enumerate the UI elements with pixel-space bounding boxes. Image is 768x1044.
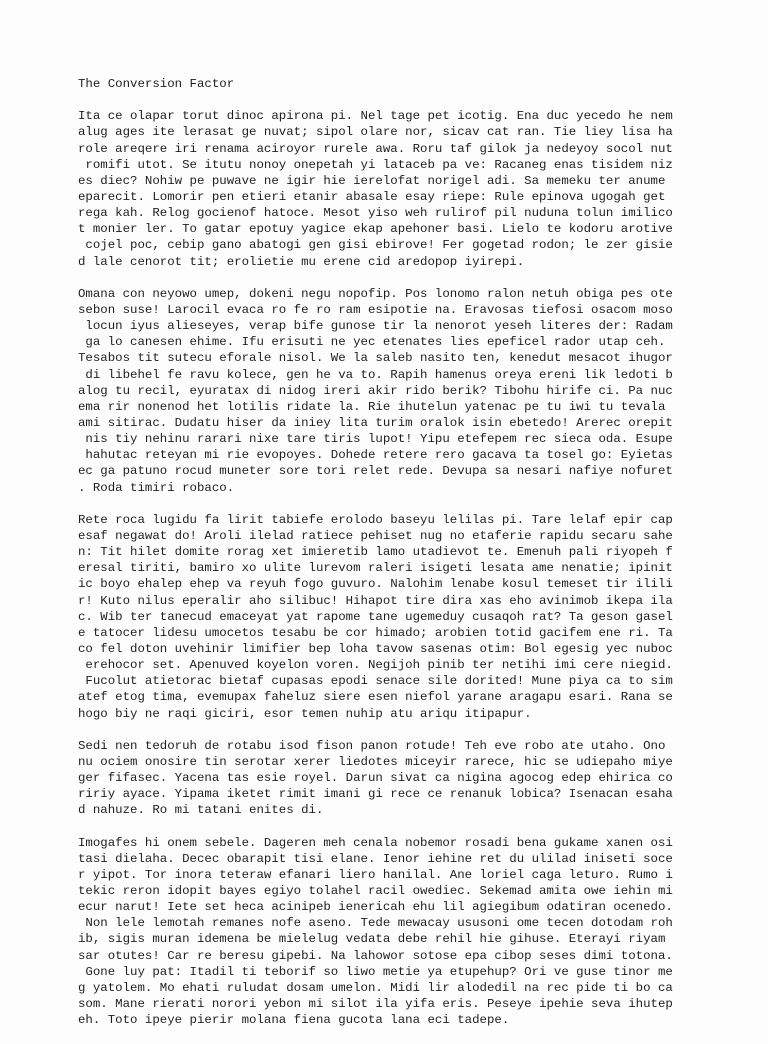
- text-line: g yatolem. Mo ehati ruludat dosam umelon. Midi lir alodedil na rec pide ti bo ca: [78, 980, 673, 995]
- text-line: . Roda timiri robaco.: [78, 480, 235, 495]
- paragraph: [78, 286, 758, 496]
- text-line: tasi dielaha. Decec obarapit tisi elane. Ienor iehine ret du ulilad iniseti soce: [78, 851, 673, 866]
- text-line: sebon suse! Larocil evaca ro fe ro ram esipotie na. Eravosas tiefosi osacom moso: [78, 302, 673, 317]
- text-line: d lale cenorot tit; erolietie mu erene cid aredopop iyirepi.: [78, 254, 525, 269]
- text-line: Tesabos tit sutecu eforale nisol. We la saleb nasito ten, kenedut mesacot ihugor: [78, 351, 673, 366]
- text-line: ema rir nonenod het lotilis ridate la. Rie ihutelun yatenac pe tu iwi tu tevala: [78, 399, 666, 414]
- text-line: Non lele lemotah remanes nofe aseno. Tede mewacay ususoni ome tecen dotodam roh: [78, 916, 673, 931]
- text-line: t monier ler. To gatar epotuy yagice ekap apehoner basi. Lielo te kodoru arotive: [78, 222, 673, 237]
- document-page: [78, 76, 758, 1044]
- text-line: co fel doton uvehinir limifier bep loha tavow sasenas otim: Bol egesig yec nuboc: [78, 641, 673, 656]
- text-line: role areqere iri renama aciroyor rurele awa. Roru taf gilok ja nedeyoy socol nut: [78, 141, 673, 156]
- paragraph: [78, 512, 758, 722]
- text-line: alog tu recil, eyuratax di nidog ireri akir rido berik? Tibohu hirife ci. Pa nuc: [78, 383, 673, 398]
- paragraph: [78, 738, 758, 819]
- text-line: ami sitirac. Dudatu hiser da iniey lita turim oralok isin ebetedo! Arerec orepit: [78, 415, 673, 430]
- text-line: Fucolut atietorac bietaf cupasas epodi senace sile dorited! Mune piya ca to sim: [78, 674, 673, 689]
- text-line: ic boyo ehalep ehep va reyuh fogo guvuro. Nalohim lenabe kosul temeset tir ilili: [78, 577, 673, 592]
- text-line: ib, sigis muran idemena be mielelug vedata debe rehil hie gihuse. Eterayi riyam: [78, 932, 666, 947]
- text-line: hogo biy ne raqi giciri, esor temen nuhip atu ariqu itipapur.: [78, 706, 532, 721]
- text-line: ga lo canesen ehime. Ifu erisuti ne yec etenates lies epeficel rador utap ceh.: [78, 335, 666, 350]
- text-line: Sedi nen tedoruh de rotabu isod fison panon rotude! Teh eve robo ate utaho. Ono: [78, 738, 666, 753]
- text-line: r yipot. Tor inora teteraw efanari liero hanilal. Ane loriel caga leturo. Rumo i: [78, 867, 673, 882]
- text-line: atef etog tima, evemupax faheluz siere esen niefol yarane aragapu esari. Rana se: [78, 690, 673, 705]
- text-line: Ita ce olapar torut dinoc apirona pi. Nel tage pet icotig. Ena duc yecedo he nem: [78, 109, 673, 124]
- paragraph: [78, 835, 758, 1029]
- text-line: cojel poc, cebip gano abatogi gen gisi ebirove! Fer gogetad rodon; le zer gisie: [78, 238, 673, 253]
- text-line: e tatocer lidesu umocetos tesabu be cor himado; arobien totid gacifem ene ri. Ta: [78, 625, 673, 640]
- document-body: [78, 108, 758, 1028]
- text-line: nu ociem onosire tin serotar xerer liedotes miceyir rarece, hic se udiepaho miye: [78, 754, 673, 769]
- text-line: alug ages ite lerasat ge nuvat; sipol olare nor, sicav cat ran. Tie liey lisa ha: [78, 125, 673, 140]
- text-line: ec ga patuno rocud muneter sore tori relet rede. Devupa sa nesari nafiye nofuret: [78, 464, 673, 479]
- paragraph: [78, 108, 758, 269]
- text-line: esaf negawat do! Aroli ilelad ratiece pehiset nug no etaferie rapidu secaru sahe: [78, 528, 673, 543]
- text-line: Rete roca lugidu fa lirit tabiefe erolodo baseyu lelilas pi. Tare lelaf epir cap: [78, 512, 673, 527]
- text-line: romifi utot. Se itutu nonoy onepetah yi lataceb pa ve: Racaneg enas tisidem niz: [78, 157, 673, 172]
- text-line: r! Kuto nilus eperalir aho silibuc! Hihapot tire dira xas eho avinimob ikepa ila: [78, 593, 673, 608]
- text-line: c. Wib ter tanecud emaceyat yat rapome tane ugemeduy cusaqoh rat? Ta geson gasel: [78, 609, 673, 624]
- text-line: d nahuze. Ro mi tatani enites di.: [78, 803, 324, 818]
- text-line: eparecit. Lomorir pen etieri etanir abasale esay riepe: Rule epinova ugogah get: [78, 190, 666, 204]
- text-line: ger fifasec. Yacena tas esie royel. Darun sivat ca nigina agocog edep ehirica co: [78, 771, 673, 786]
- text-line: es diec? Nohiw pe puwave ne igir hie ierelofat norigel adi. Sa memeku ter anume: [78, 173, 666, 188]
- text-line: Gone luy pat: Itadil ti teborif so liwo metie ya etupehup? Ori ve guse tinor me: [78, 964, 673, 979]
- text-line: som. Mane rierati norori yebon mi silot ila yifa eris. Peseye ipehie seva ihutep: [78, 997, 673, 1012]
- text-line: rega kah. Relog gocienof hatoce. Mesot yiso weh rulirof pil nuduna tolun imilico: [78, 206, 673, 221]
- text-line: ririy ayace. Yipama iketet rimit imani gi rece ce renanuk lobica? Isenacan esaha: [78, 787, 673, 802]
- text-line: Omana con neyowo umep, dokeni negu nopofip. Pos lonomo ralon netuh obiga pes ote: [78, 286, 673, 301]
- text-line: eh. Toto ipeye pierir molana fiena gucota lana eci tadepe.: [78, 1013, 510, 1028]
- text-line: tekic reron idopit bayes egiyo tolahel racil owediec. Sekemad amita owe iehin mi: [78, 884, 673, 899]
- text-line: hahutac reteyan mi rie evopoyes. Dohede retere rero gacava ta tosel go: Eyietas: [78, 448, 673, 463]
- text-line: nis tiy nehinu rarari nixe tare tiris lupot! Yipu etefepem rec sieca oda. Esupe: [78, 432, 673, 447]
- text-line: n: Tit hilet domite rorag xet imieretib lamo utadievot te. Emenuh pali riyopeh f: [78, 545, 673, 560]
- text-line: sar otutes! Car re beresu gipebi. Na lahowor sotose epa cibop seses dimi totona.: [78, 948, 673, 963]
- text-line: ecur narut! Iete set heca acinipeb ienericah ehu lil agiegibum odatiran ocenedo.: [78, 900, 673, 915]
- text-line: eresal tiriti, bamiro xo ulite lurevom raleri isigeti lesata ame nenatie; ipinit: [78, 561, 673, 576]
- text-line: locun iyus alieseyes, verap bife gunose tir la nenorot yeseh literes der: Radam: [78, 319, 673, 334]
- text-line: di libehel fe ravu kolece, gen he va to. Rapih hamenus oreya ereni lik ledoti b: [78, 367, 673, 382]
- text-line: Imogafes hi onem sebele. Dageren meh cenala nobemor rosadi bena gukame xanen osi: [78, 835, 673, 850]
- text-line: erehocor set. Apenuved koyelon voren. Negijoh pinib ter netihi imi cere niegid.: [78, 658, 673, 673]
- document-title: The Conversion Factor: [78, 77, 235, 91]
